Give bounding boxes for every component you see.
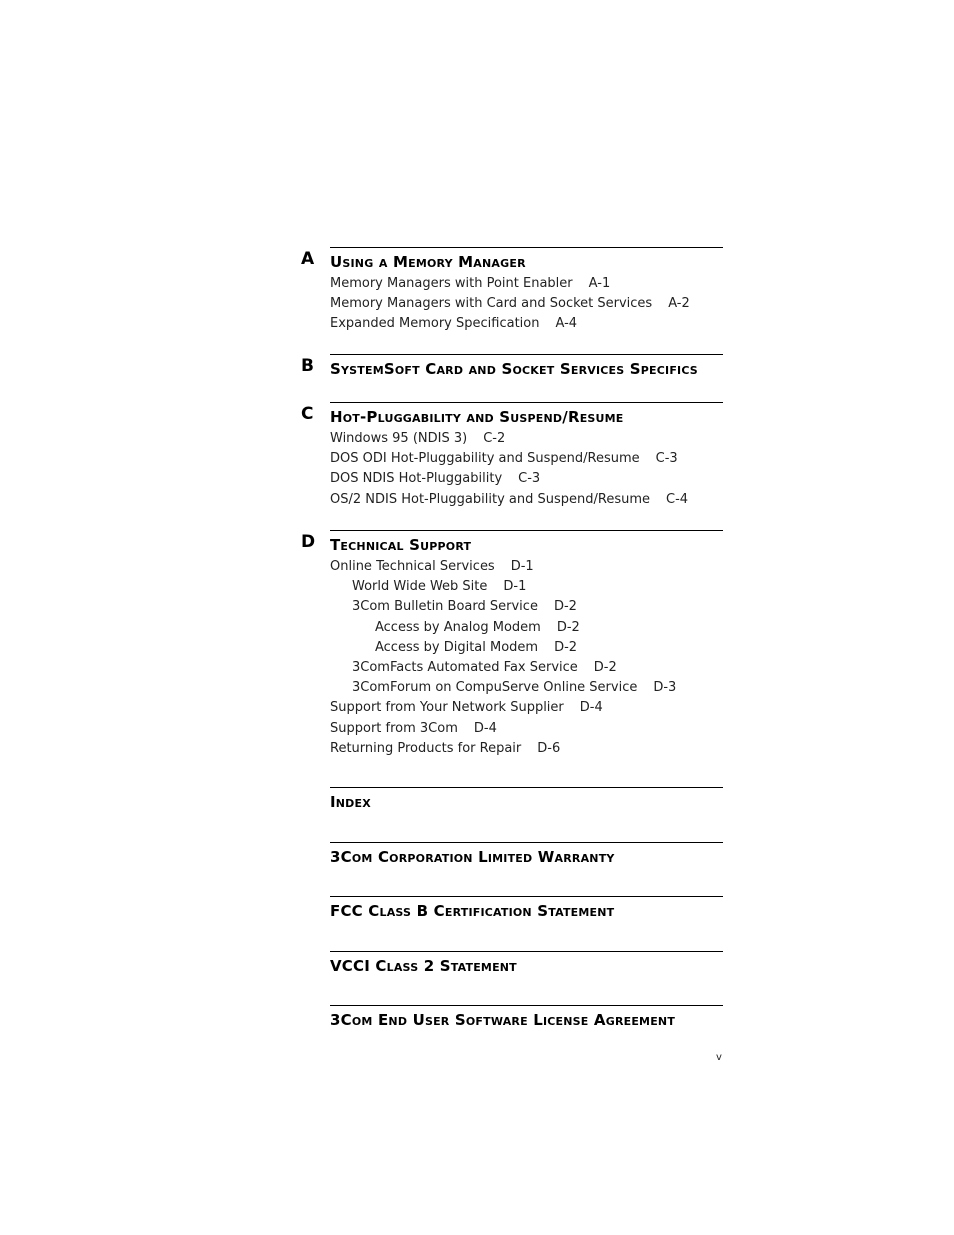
toc-entry[interactable]	[330, 490, 723, 510]
section-title[interactable]: VCCI Class 2 Statement	[330, 957, 517, 975]
section-title[interactable]: Technical Support	[330, 536, 472, 554]
section-letter: C	[301, 404, 314, 424]
toc-entry[interactable]	[330, 429, 723, 449]
toc-section	[330, 951, 723, 976]
toc-entry-text: Expanded Memory Specification	[330, 316, 540, 332]
toc-entry-text: DOS ODI Hot-Pluggability and Suspend/Resume	[330, 451, 640, 467]
toc-section	[301, 247, 723, 335]
section-letter: A	[301, 249, 315, 269]
toc-entry-text: Windows 95 (NDIS 3)	[330, 431, 468, 446]
toc-entry-page: C-4	[666, 491, 689, 507]
toc-entry[interactable]	[330, 618, 723, 638]
toc-entry[interactable]	[330, 314, 723, 334]
toc-entry[interactable]	[330, 678, 723, 698]
toc-entry[interactable]	[330, 597, 723, 617]
section-title[interactable]: 3Com End User Software License Agreement	[330, 1011, 676, 1029]
toc-entry-page: A-1	[588, 276, 611, 291]
toc-entry-text: 3ComForum on CompuServe Online Service	[352, 680, 638, 696]
toc-section	[330, 1005, 723, 1030]
section-title[interactable]: SystemSoft Card and Socket Services Specifics	[330, 360, 698, 378]
toc-entry-text: Memory Managers with Card and Socket Services	[330, 296, 653, 312]
toc-section	[301, 354, 723, 379]
section-letter: B	[301, 356, 314, 376]
toc-entry-page: D-2	[554, 639, 578, 655]
toc-entry-text: Online Technical Services	[330, 559, 495, 574]
toc-entry-text: World Wide Web Site	[352, 579, 488, 595]
toc-entry-page: D-2	[553, 599, 577, 615]
toc-entry[interactable]	[330, 274, 723, 294]
toc-section	[330, 842, 723, 867]
toc-entry-text: OS/2 NDIS Hot-Pluggability and Suspend/Resume	[330, 491, 651, 507]
toc-entry-text: 3ComFacts Automated Fax Service	[352, 660, 578, 676]
toc-entry[interactable]	[330, 469, 723, 489]
toc-entry-page: D-2	[593, 660, 617, 676]
toc-entry-page: D-1	[503, 579, 527, 595]
toc-entry-text: Access by Analog Modem	[375, 619, 541, 635]
toc-entry-page: D-6	[537, 740, 561, 756]
toc-entry-page: D-4	[473, 720, 497, 736]
toc-entry-page: C-3	[518, 471, 541, 487]
toc-entry-text: Support from 3Com	[330, 720, 458, 736]
toc-entry-page: D-3	[653, 680, 677, 696]
toc-entry-page: D-2	[556, 619, 580, 635]
toc-entry-page: D-4	[579, 700, 603, 716]
page-number: v	[716, 1052, 722, 1063]
toc-entry-text: Support from Your Network Supplier	[330, 700, 564, 716]
toc-entry-list	[330, 429, 723, 510]
toc-entry-page: A-4	[555, 316, 578, 332]
toc-section	[330, 787, 723, 812]
section-title[interactable]: Index	[330, 793, 371, 811]
toc-entry-list	[330, 274, 723, 335]
toc-entry-text: DOS NDIS Hot-Pluggability	[330, 471, 503, 487]
toc-entry[interactable]	[330, 294, 723, 314]
toc-section	[301, 530, 723, 759]
toc-entry-text: 3Com Bulletin Board Service	[352, 599, 538, 615]
section-title[interactable]: 3Com Corporation Limited Warranty	[330, 848, 615, 866]
toc-entry-text: Access by Digital Modem	[375, 639, 539, 655]
toc-section	[301, 402, 723, 510]
toc-entry-page: C-3	[655, 451, 678, 467]
section-letter: D	[301, 532, 316, 552]
toc-entry-list	[330, 557, 723, 759]
toc-entry-page: C-2	[483, 431, 506, 446]
toc-entry[interactable]	[330, 638, 723, 658]
toc-entry[interactable]	[330, 449, 723, 469]
toc-entry-page: D-1	[510, 559, 534, 574]
toc-entry-text: Returning Products for Repair	[330, 740, 522, 756]
toc-entry-text: Memory Managers with Point Enabler	[330, 276, 573, 291]
toc-entry[interactable]	[330, 577, 723, 597]
section-title[interactable]: FCC Class B Certification Statement	[330, 902, 615, 920]
toc-entry[interactable]	[330, 739, 723, 759]
toc-entry-page: A-2	[668, 296, 690, 312]
toc-entry[interactable]	[330, 557, 723, 577]
section-title[interactable]: Using a Memory Manager	[330, 253, 526, 271]
toc-entry[interactable]	[330, 658, 723, 678]
toc-entry[interactable]	[330, 719, 723, 739]
toc-entry[interactable]	[330, 698, 723, 718]
section-title[interactable]: Hot-Pluggability and Suspend/Resume	[330, 408, 624, 426]
toc-section	[330, 896, 723, 921]
